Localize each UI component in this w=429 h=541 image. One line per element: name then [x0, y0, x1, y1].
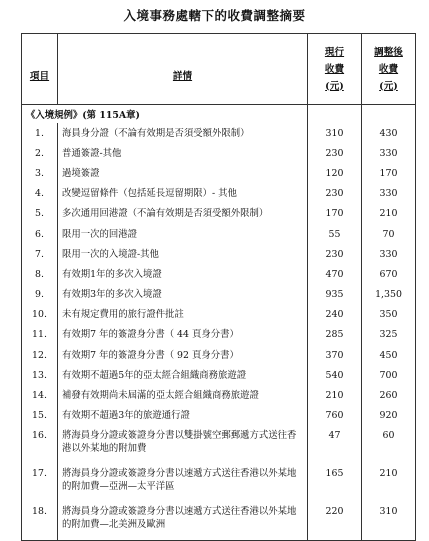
row-current-fee: 55: [308, 224, 362, 244]
row-number: 18.: [22, 502, 58, 541]
table-row: [22, 385, 416, 405]
row-current-fee: 47: [308, 426, 362, 464]
section-heading: 《入境規例》(第 115A章): [22, 105, 308, 124]
row-revised-fee: 210: [362, 204, 416, 224]
table-row: [22, 325, 416, 345]
row-revised-fee: 330: [362, 184, 416, 204]
row-current-fee: 165: [308, 464, 362, 502]
row-detail: 未有規定費用的旅行證件批註: [58, 305, 308, 325]
header-revised-line-3: (元): [379, 80, 398, 92]
row-detail: 限用一次的入境證-其他: [58, 244, 308, 264]
table-row: [22, 426, 416, 464]
header-row: [22, 34, 416, 105]
row-detail: 限用一次的回港證: [58, 224, 308, 244]
row-number: 17.: [22, 464, 58, 502]
row-detail: 有效期不超過5年的亞太經合組織商務旅遊證: [58, 365, 308, 385]
table-row: [22, 406, 416, 426]
row-detail: 補發有效期尚未屆滿的亞太經合組織商務旅遊證: [58, 385, 308, 405]
header-revised-fee: [362, 34, 416, 105]
table-row: [22, 464, 416, 502]
row-number: 2.: [22, 143, 58, 163]
row-current-fee: 230: [308, 143, 362, 163]
row-revised-fee: 330: [362, 143, 416, 163]
row-revised-fee: 700: [362, 365, 416, 385]
header-current-fee: [308, 34, 362, 105]
row-revised-fee: 450: [362, 345, 416, 365]
row-number: 12.: [22, 345, 58, 365]
row-detail: 有效期7 年的簽證身分書（ 92 頁身分書）: [58, 345, 308, 365]
row-revised-fee: 310: [362, 502, 416, 541]
row-detail: 有效期1年的多次入境證: [58, 264, 308, 284]
row-current-fee: 310: [308, 123, 362, 143]
row-current-fee: 285: [308, 325, 362, 345]
row-current-fee: 230: [308, 244, 362, 264]
table-row: [22, 163, 416, 183]
row-current-fee: 210: [308, 385, 362, 405]
table-row: [22, 184, 416, 204]
row-detail: 將海員身分證或簽證身分書以雙掛號空郵郵遞方式送往香港以外某地的附加費: [58, 426, 308, 464]
header-detail: 詳情: [58, 34, 308, 105]
row-revised-fee: 920: [362, 406, 416, 426]
row-detail: 改變逗留條件（包括延長逗留期限）- 其他: [58, 184, 308, 204]
header-current-line-2: 收費: [324, 63, 345, 75]
header-item: 項目: [22, 34, 58, 105]
row-current-fee: 760: [308, 406, 362, 426]
fee-table: [21, 33, 416, 541]
table-row: [22, 224, 416, 244]
row-revised-fee: 260: [362, 385, 416, 405]
table-row: [22, 365, 416, 385]
table-row: [22, 143, 416, 163]
row-detail: 將海員身分證或簽證身分書以速遞方式送往香港以外某地的附加費—亞洲—太平洋區: [58, 464, 308, 502]
table-row: [22, 345, 416, 365]
row-number: 15.: [22, 406, 58, 426]
row-current-fee: 170: [308, 204, 362, 224]
table-row: [22, 285, 416, 305]
row-revised-fee: 60: [362, 426, 416, 464]
row-number: 1.: [22, 123, 58, 143]
row-revised-fee: 430: [362, 123, 416, 143]
row-revised-fee: 1,350: [362, 285, 416, 305]
row-detail: 有效期3年的多次入境證: [58, 285, 308, 305]
row-revised-fee: 330: [362, 244, 416, 264]
row-detail: 多次通用回港證（不論有效期是否須受額外限制）: [58, 204, 308, 224]
header-revised-line-2: 收費: [378, 63, 399, 75]
row-revised-fee: 325: [362, 325, 416, 345]
row-detail: 有效期不超過3年的旅遊通行證: [58, 406, 308, 426]
table-row: [22, 123, 416, 143]
header-current-line-1: 現行: [324, 46, 345, 58]
row-current-fee: 370: [308, 345, 362, 365]
row-revised-fee: 70: [362, 224, 416, 244]
row-number: 6.: [22, 224, 58, 244]
table-row: [22, 244, 416, 264]
row-current-fee: 220: [308, 502, 362, 541]
row-number: 14.: [22, 385, 58, 405]
row-number: 13.: [22, 365, 58, 385]
row-number: 9.: [22, 285, 58, 305]
row-detail: 過境簽證: [58, 163, 308, 183]
table-row: [22, 305, 416, 325]
row-number: 7.: [22, 244, 58, 264]
row-revised-fee: 210: [362, 464, 416, 502]
header-revised-line-1: 調整後: [374, 46, 403, 58]
row-number: 4.: [22, 184, 58, 204]
row-number: 10.: [22, 305, 58, 325]
page-title: 入境事務處轄下的收費調整摘要: [123, 8, 306, 23]
row-detail: 將海員身分證或簽證身分書以速遞方式送往香港以外某地的附加費—北美洲及歐洲: [58, 502, 308, 541]
table-row: [22, 264, 416, 284]
row-current-fee: 935: [308, 285, 362, 305]
row-current-fee: 540: [308, 365, 362, 385]
row-revised-fee: 670: [362, 264, 416, 284]
table-row: [22, 204, 416, 224]
row-current-fee: 470: [308, 264, 362, 284]
table-row: [22, 502, 416, 541]
row-revised-fee: 170: [362, 163, 416, 183]
row-current-fee: 230: [308, 184, 362, 204]
row-number: 16.: [22, 426, 58, 464]
section-row: [22, 105, 416, 124]
row-current-fee: 120: [308, 163, 362, 183]
row-current-fee: 240: [308, 305, 362, 325]
header-current-line-3: (元): [325, 80, 344, 92]
row-revised-fee: 350: [362, 305, 416, 325]
row-number: 5.: [22, 204, 58, 224]
row-number: 3.: [22, 163, 58, 183]
row-number: 8.: [22, 264, 58, 284]
row-number: 11.: [22, 325, 58, 345]
row-detail: 有效期7 年的簽證身分書（ 44 頁身分書）: [58, 325, 308, 345]
row-detail: 普通簽證-其他: [58, 143, 308, 163]
row-detail: 海員身分證（不論有效期是否須受額外限制）: [58, 123, 308, 143]
